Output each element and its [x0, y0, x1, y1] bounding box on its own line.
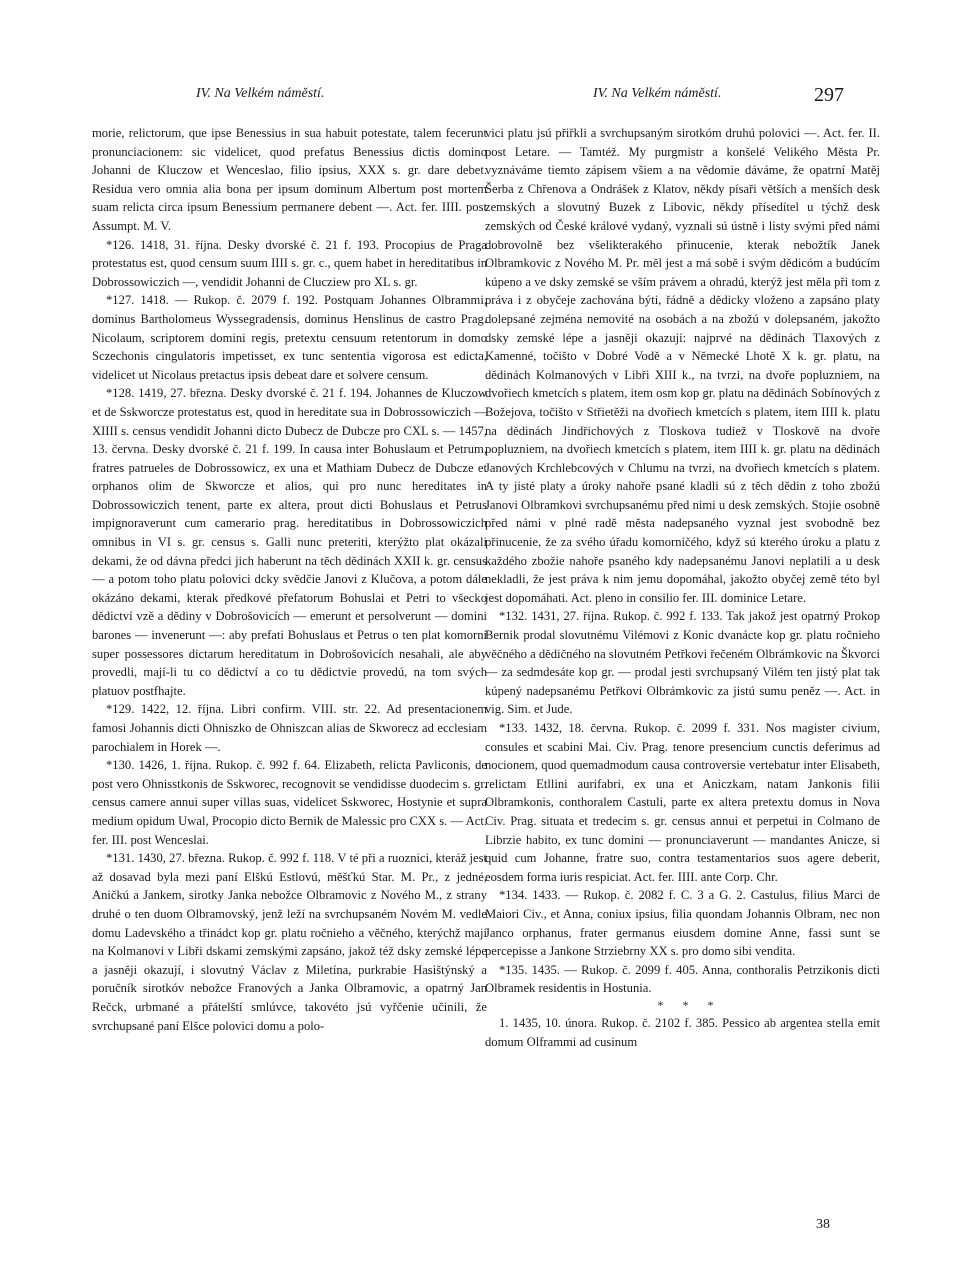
paragraph: 1. 1435, 10. února. Rukop. č. 2102 f. 385. Pessico ab argentea stella emit domum Olframmi ad cusinum: [485, 1015, 880, 1049]
paragraph: *131. 1430, 27. března. Rukop. č. 992 f. 118. V té při a ruoznici, kteráž jest až dosavad byla mezi paní Elškú Estlovú, měšťkú Star. M. Pr., z jedné, Aničkú a Jankem, sirotky Janka nebožce Olbramovic z Nového M., z strany druhé o ten duom Olbramovský, jenž leží na svrchupsaném Novém M. vedle domu Ladevského a třinádct kop gr. platu ročnieho a věčného, kterýchž mají na Kolmanovi v Libři dskami zemskými zapsáno, jakož též dsky zemské lépe a jasněji okazují, i slovutný Václav z Miletína, purkrabie Hasištýnský a poručník sirotkóv nebožce Franových a Janka Olbramovic, a opatrný Jan Rečck, urbmané a přátelští smlúvce, takovéto jsú vyřčenie učinili, že svrchupsané paní Elšce polovici domu a polo-: [92, 851, 487, 1033]
page-number: 297: [814, 84, 844, 106]
paragraph: vici platu jsú přiřkli a svrchupsaným sirotkóm druhú polovici —. Act. fer. II. post Letare. — Tamtéž. My purgmistr a konšelé Velikého Města Pr. vyznáváme tiemto zápisem všiem a na vědomie dáváme, že opatrní Matěj Šerba z Chřenova a Ondrášek z Klatov, někdy písaři větších a menších desk zemských a slovutný Buzek z Libovic, někdy přísedítel u týchž desk zemských od České králové vydaný, vyznali sú ústně i listy svými před námi dobrovolně bez všelikterakého přinucenie, kterak nebožtík Janek Olbramkovic z Nového M. Pr. měl jest a má sobě i svým dědicóm a budúcím kúpeno a ve dsky zemské se vším právem a ohradú, kterýž jest měla při tom z práva i z obyčeje zachována býti, řádně a dědicky vloženo a zapsáno platy dolepsané zejména nemovité na osobách a na zbožú v dolepsaném, jakožto dsky zemské lépe a jasněji okazují: najprvé na dědinách Tlaxových z Kamenné, točišto v Dobré Vodě a v Německé Lhotě X k. gr. platu, na dědinách Kolmanových v Libři XIII k., na tvrzi, na dvoře popluzniem, na dvořiech kmetcích s platem, item osm kop gr. platu na dědinách Sobínových z Božejova, točišto v Střietěži na dvořiech kmetcích s platem, item IIII k. platu na dědinách Jindřichových z Tloskova tudiež v Tloskově na dvoře popluzniem, na dvořiech kmetcích s platem, item IIII k. gr. platu na dědinách Janových Krchlebcových v Chlumu na tvrzi, na dvořiech kmetcích s platem. A ty jisté platy a úroky nahoře psané kladli sú z těch dědin z toho zbožú Janovi Olbramkovi svrchupsanému před nimi u desk zemských. Stojie osobně před námi v plné radě města nadepsaného vyznal jest svobodně bez přinucenie, že za svého úřadu komorníčého, když sú kterého úroku a platu z každého zbožie nahoře psaného kdy nadepsanému Janovi neplatili a u desk nekladli, že jest práva k nim jemu dopomáhal, jakožto obyčej země této byl jest dopomáhati. Act. pleno in consilio fer. III. dominice Letare.: [485, 126, 880, 605]
paragraph: *126. 1418, 31. října. Desky dvorské č. 21 f. 193. Procopius de Praga protestatus est, quod censum suum IIII s. gr. c., quem habet in hereditatibus in Dobrossowiczich —, vendidit Johanni de Clucziew pro XL s. gr.: [92, 237, 487, 289]
right-column: [485, 124, 880, 1051]
section-separator: * * *: [657, 997, 722, 1012]
left-column: [92, 124, 487, 1035]
paragraph: *128. 1419, 27. března. Desky dvorské č. 21 f. 194. Johannes de Kluczow et de Sskworcze protestatus est, quod in hereditate sua in Dobrossowiczich — XIIII s. census vendidit Johanni dicto Dubecz de Dubcze pro CXL s. — 1457, 13. června. Desky dvorské č. 21 f. 199. In causa inter Bohuslaum et Petrum, fratres patrueles de Dobrossowicz, ex una et Mathiam Dubecz de Dubcze et orphanos olim de Skworcze et alios, qui pro nunc hereditates in Dobrossowiczich tenent, parte ex altera, prout dicti Bohuslaus et Petrus impignoraverunt cum camerario prag. hereditatibus in Dobrossowiczich omnibus in VI s. gr. census s. Galli nunc preteriti, kterýžto plat okázali dekami, že od dávna předci jich haberunt na těch dědinách XXII k. gr. census — a potom toho platu polovici dcky svědčie Janovi z Klučova, a potom dále okázáno dekami, kterak předkové přefatorum Bohuslai et Petri to všecko dědictví vzě a dědiny v Dobrošovicích — emerunt et persolverunt — domini barones — invenerunt —: aby prefati Bohuslaus et Petrus o ten plat komorní super possessores dictarum hereditatum in Dobrošovicích nesahali, ale aby provedli, mají-li tu co dědictví a co tu dědictvie provedú, na tom svých platuov postfhajte.: [92, 386, 487, 698]
paragraph: *132. 1431, 27. října. Rukop. č. 992 f. 133. Tak jakož jest opatrný Prokop Bernik prodal slovutnému Vilémovi z Konic dvanácte kop gr. platu ročnieho věčného a dědičného na slovutném Petřkovi řečeném Olbrámkovic na Škvorci — za sedmdesáte kop gr. — prodal jesti svrchupsaný Vilém ten jistý plat tak kúpený nadepsanému Petřkovi Olbrámkovic za jistú sumu peněz —. Act. in vig. Sim. et Jude.: [485, 609, 880, 717]
paragraph: *130. 1426, 1. října. Rukop. č. 992 f. 64. Elizabeth, relicta Pavliconis, de post vero Ohnisstkonis de Sskworec, recognovit se vendidisse duodecim s. gr. census camere annui super villas suas, videlicet Sskworec, Hostynie et supra medium opidum Uwal, Procopio dicto Bernik de Malessic pro CXX s. — Act. fer. III. post Wenceslai.: [92, 758, 487, 847]
paragraph: morie, relictorum, que ipse Benessius in sua habuit potestate, talem fecerunt pronunciacionem: sic videlicet, quod prefatus Benessius dictis domino Johanni de Kluczow et Wenceslao, filio ipsius, XXX s. gr. dare debet. Residua vero omnia alia bona per ipsum dominum Albertum post mortem suam relicta circa ipsum Benessium permanere debent —. Act. fer. IIII. post Assumpt. M. V.: [92, 126, 487, 233]
paragraph: *133. 1432, 18. června. Rukop. č. 2099 f. 331. Nos magister civium, consules et scabini Mai. Civ. Prag. tenore presencium cunctis deferimus ad nocionem, quod quemadmodum causa controversie vertebatur inter Elisabeth, relictam Etllini aurifabri, ex una et Aniczkam, natam Jankonis filii Olbramkonis, conthoralem Castuli, parte ex altera pretextu domus in Nova Civ. Prag. situata et tredecim s. gr. census annui et perpetui in Colmano de Librzie habito, ex tunc domini — pronunciaverunt — mandantes Anicze, si quid cum Johanne, fratre suo, contra testamentarios suos agere deberit, eosdem forma iuris respiciat. Act. fer. IIII. ante Corp. Chr.: [485, 721, 880, 884]
paragraph: *135. 1435. — Rukop. č. 2099 f. 405. Anna, conthoralis Petrzikonis dicti Olbramek residentis in Hostunia.: [485, 962, 880, 996]
signature-mark: 38: [816, 1217, 830, 1232]
running-header-right: IV. Na Velkém náměstí.: [593, 86, 722, 101]
running-header-left: IV. Na Velkém náměstí.: [196, 86, 325, 101]
paragraph: *134. 1433. — Rukop. č. 2082 f. C. 3 a G. 2. Castulus, filius Marci de Maiori Civ., et Anna, coniux ipsius, filia quondam Johannis Olbram, nec non Janco orphanus, frater germanus eiusdem domine Anne, fassi sunt se percepisse a Jankone Strziebrny XX s. pro domo sibi vendita.: [485, 888, 880, 959]
paragraph: *129. 1422, 12. října. Libri confirm. VIII. str. 22. Ad presentacionem famosi Johannis dicti Ohniszko de Ohniszcan alias de Skworecz ad ecclesiam parochialem in Horek —.: [92, 702, 487, 754]
paragraph: *127. 1418. — Rukop. č. 2079 f. 192. Postquam Johannes Olbrammi, dominus Bartholomeus Wyssegradensis, dominus Henslinus de castro Prag. Nicolaum, scriptorem domini regis, pretextu censuum retentorum in domo Sczechonis cingulatoris impetisset, ex tunc sententia vigorosa est edicta, videlicet ut Nicolaus pretactus ipsis debeat dare et solvere censum.: [92, 293, 487, 382]
